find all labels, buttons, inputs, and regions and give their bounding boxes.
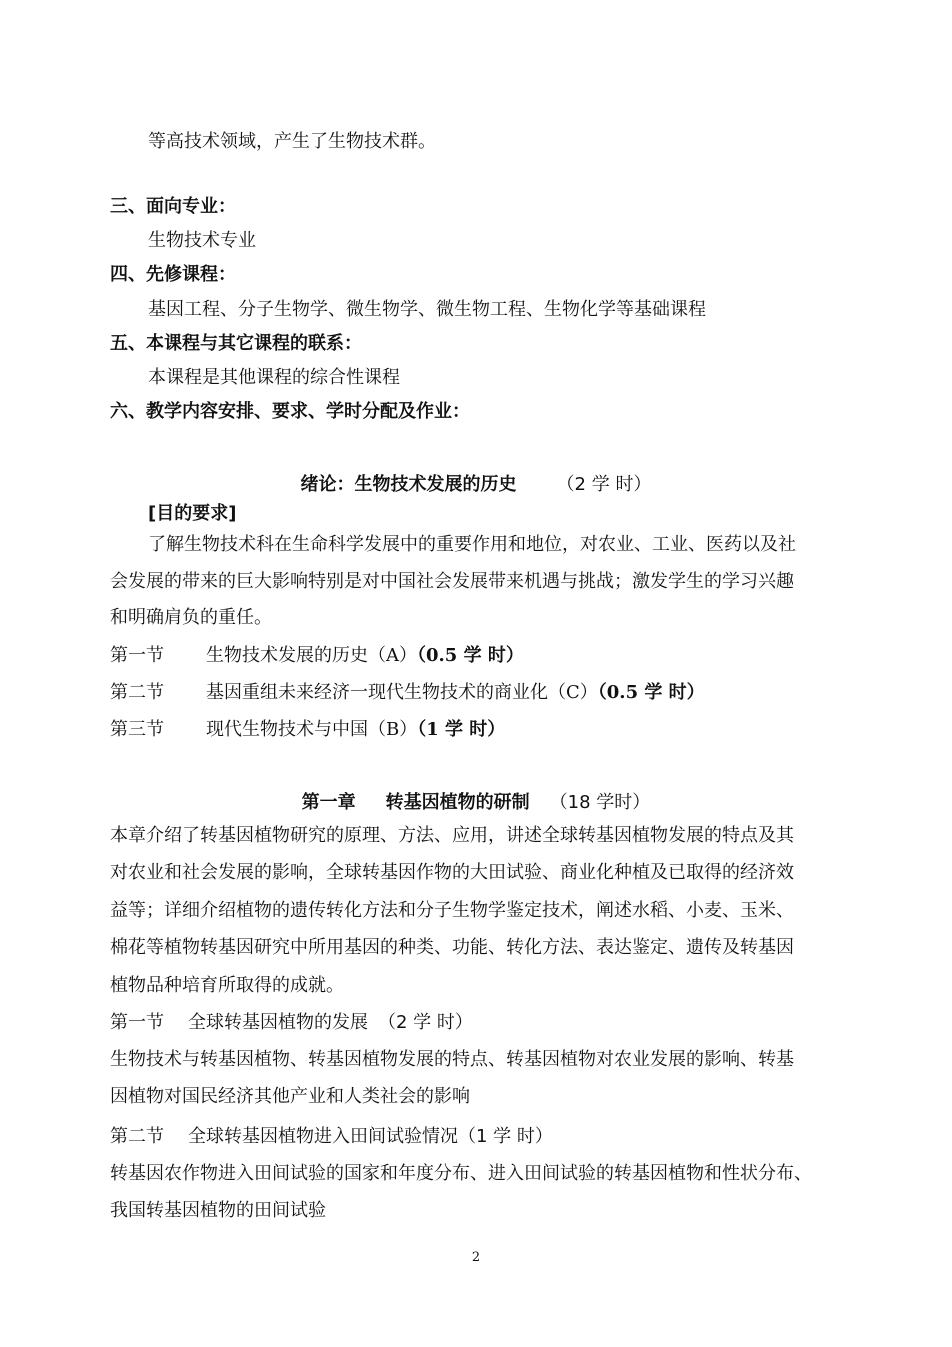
intro-title-text: 绪论：生物技术发展的历史 xyxy=(300,474,517,495)
paragraph-line: 益等；详细介绍植物的遗传转化方法和分子生物学鉴定技术，阐述水稻、小麦、玉米、 xyxy=(110,900,794,921)
intro-section-3 xyxy=(110,718,505,742)
section-label: 第一节 xyxy=(110,1012,164,1033)
paragraph-line: 和明确肩负的重任。 xyxy=(110,607,272,628)
section-title: 全球转基因植物进入田间试验情况 xyxy=(188,1126,458,1147)
paragraph-line: 我国转基因植物的田间试验 xyxy=(110,1200,326,1221)
paragraph-line: 棉花等植物转基因研究中所用基因的种类、功能、转化方法、表达鉴定、遗传及转基因 xyxy=(110,937,794,958)
section-text: 生物技术发展的历史（A） xyxy=(206,645,417,666)
section-label: 第三节 xyxy=(110,719,164,740)
paragraph-line: 本课程是其他课程的综合性课程 xyxy=(148,367,400,388)
section-heading-4: 四、先修课程： xyxy=(110,264,236,285)
paragraph-line: 因植物对国民经济其他产业和人类社会的影响 xyxy=(110,1086,470,1107)
paragraph-line: 生物技术专业 xyxy=(148,230,256,251)
section-hours: （2 学 时） xyxy=(378,1012,473,1033)
section-text: 基因重组未来经济一现代生物技术的商业化（C） xyxy=(206,682,598,703)
paragraph-line: 会发展的带来的巨大影响特别是对中国社会发展带来机遇与挑战；激发学生的学习兴趣 xyxy=(110,571,794,592)
chapter-title xyxy=(0,791,952,815)
chapter-name: 转基因植物的研制 xyxy=(385,792,530,813)
section-title: 全球转基因植物的发展 xyxy=(188,1012,368,1033)
aim-label: [目的要求] xyxy=(148,503,237,524)
section-heading-6: 六、教学内容安排、要求、学时分配及作业： xyxy=(110,401,470,422)
section-text: 现代生物技术与中国（B） xyxy=(206,719,418,740)
paragraph-line: 基因工程、分子生物学、微生物学、微生物工程、生物化学等基础课程 xyxy=(148,299,706,320)
section-hours: （1 学 时） xyxy=(417,719,506,740)
chapter-section-1 xyxy=(110,1011,473,1035)
section-label: 第一节 xyxy=(110,645,164,666)
chapter-label: 第一章 xyxy=(301,792,356,813)
intro-title xyxy=(0,473,952,497)
paragraph-line: 了解生物技术科在生命科学发展中的重要作用和地位，对农业、工业、医药以及社 xyxy=(148,534,796,555)
section-heading-3: 三、面向专业： xyxy=(110,196,236,217)
page-number: 2 xyxy=(471,1250,481,1265)
intro-section-2 xyxy=(110,681,705,705)
paragraph-line: 生物技术与转基因植物、转基因植物发展的特点、转基因植物对农业发展的影响、转基 xyxy=(110,1049,794,1070)
section-heading-5: 五、本课程与其它课程的联系： xyxy=(110,333,362,354)
paragraph-line: 转基因农作物进入田间试验的国家和年度分布、进入田间试验的转基因植物和性状分布、 xyxy=(110,1163,812,1184)
paragraph-line: 对农业和社会发展的影响，全球转基因作物的大田试验、商业化种植及已取得的经济效 xyxy=(110,862,794,883)
intro-section-1 xyxy=(110,644,524,668)
section-hours: （0.5 学 时） xyxy=(597,682,705,703)
section-label: 第二节 xyxy=(110,1126,164,1147)
chapter-hours: （18 学时） xyxy=(549,792,651,813)
section-hours: （1 学 时） xyxy=(458,1126,553,1147)
paragraph-line: 植物品种培育所取得的成就。 xyxy=(110,975,344,996)
paragraph-line: 本章介绍了转基因植物研究的原理、方法、应用，讲述全球转基因植物发展的特点及其 xyxy=(110,825,794,846)
section-label: 第二节 xyxy=(110,682,164,703)
intro-hours: （2 学 时） xyxy=(556,474,652,495)
paragraph-line: 等高技术领域，产生了生物技术群。 xyxy=(148,131,436,152)
section-hours: （0.5 学 时） xyxy=(417,645,524,666)
chapter-section-2 xyxy=(110,1125,553,1149)
